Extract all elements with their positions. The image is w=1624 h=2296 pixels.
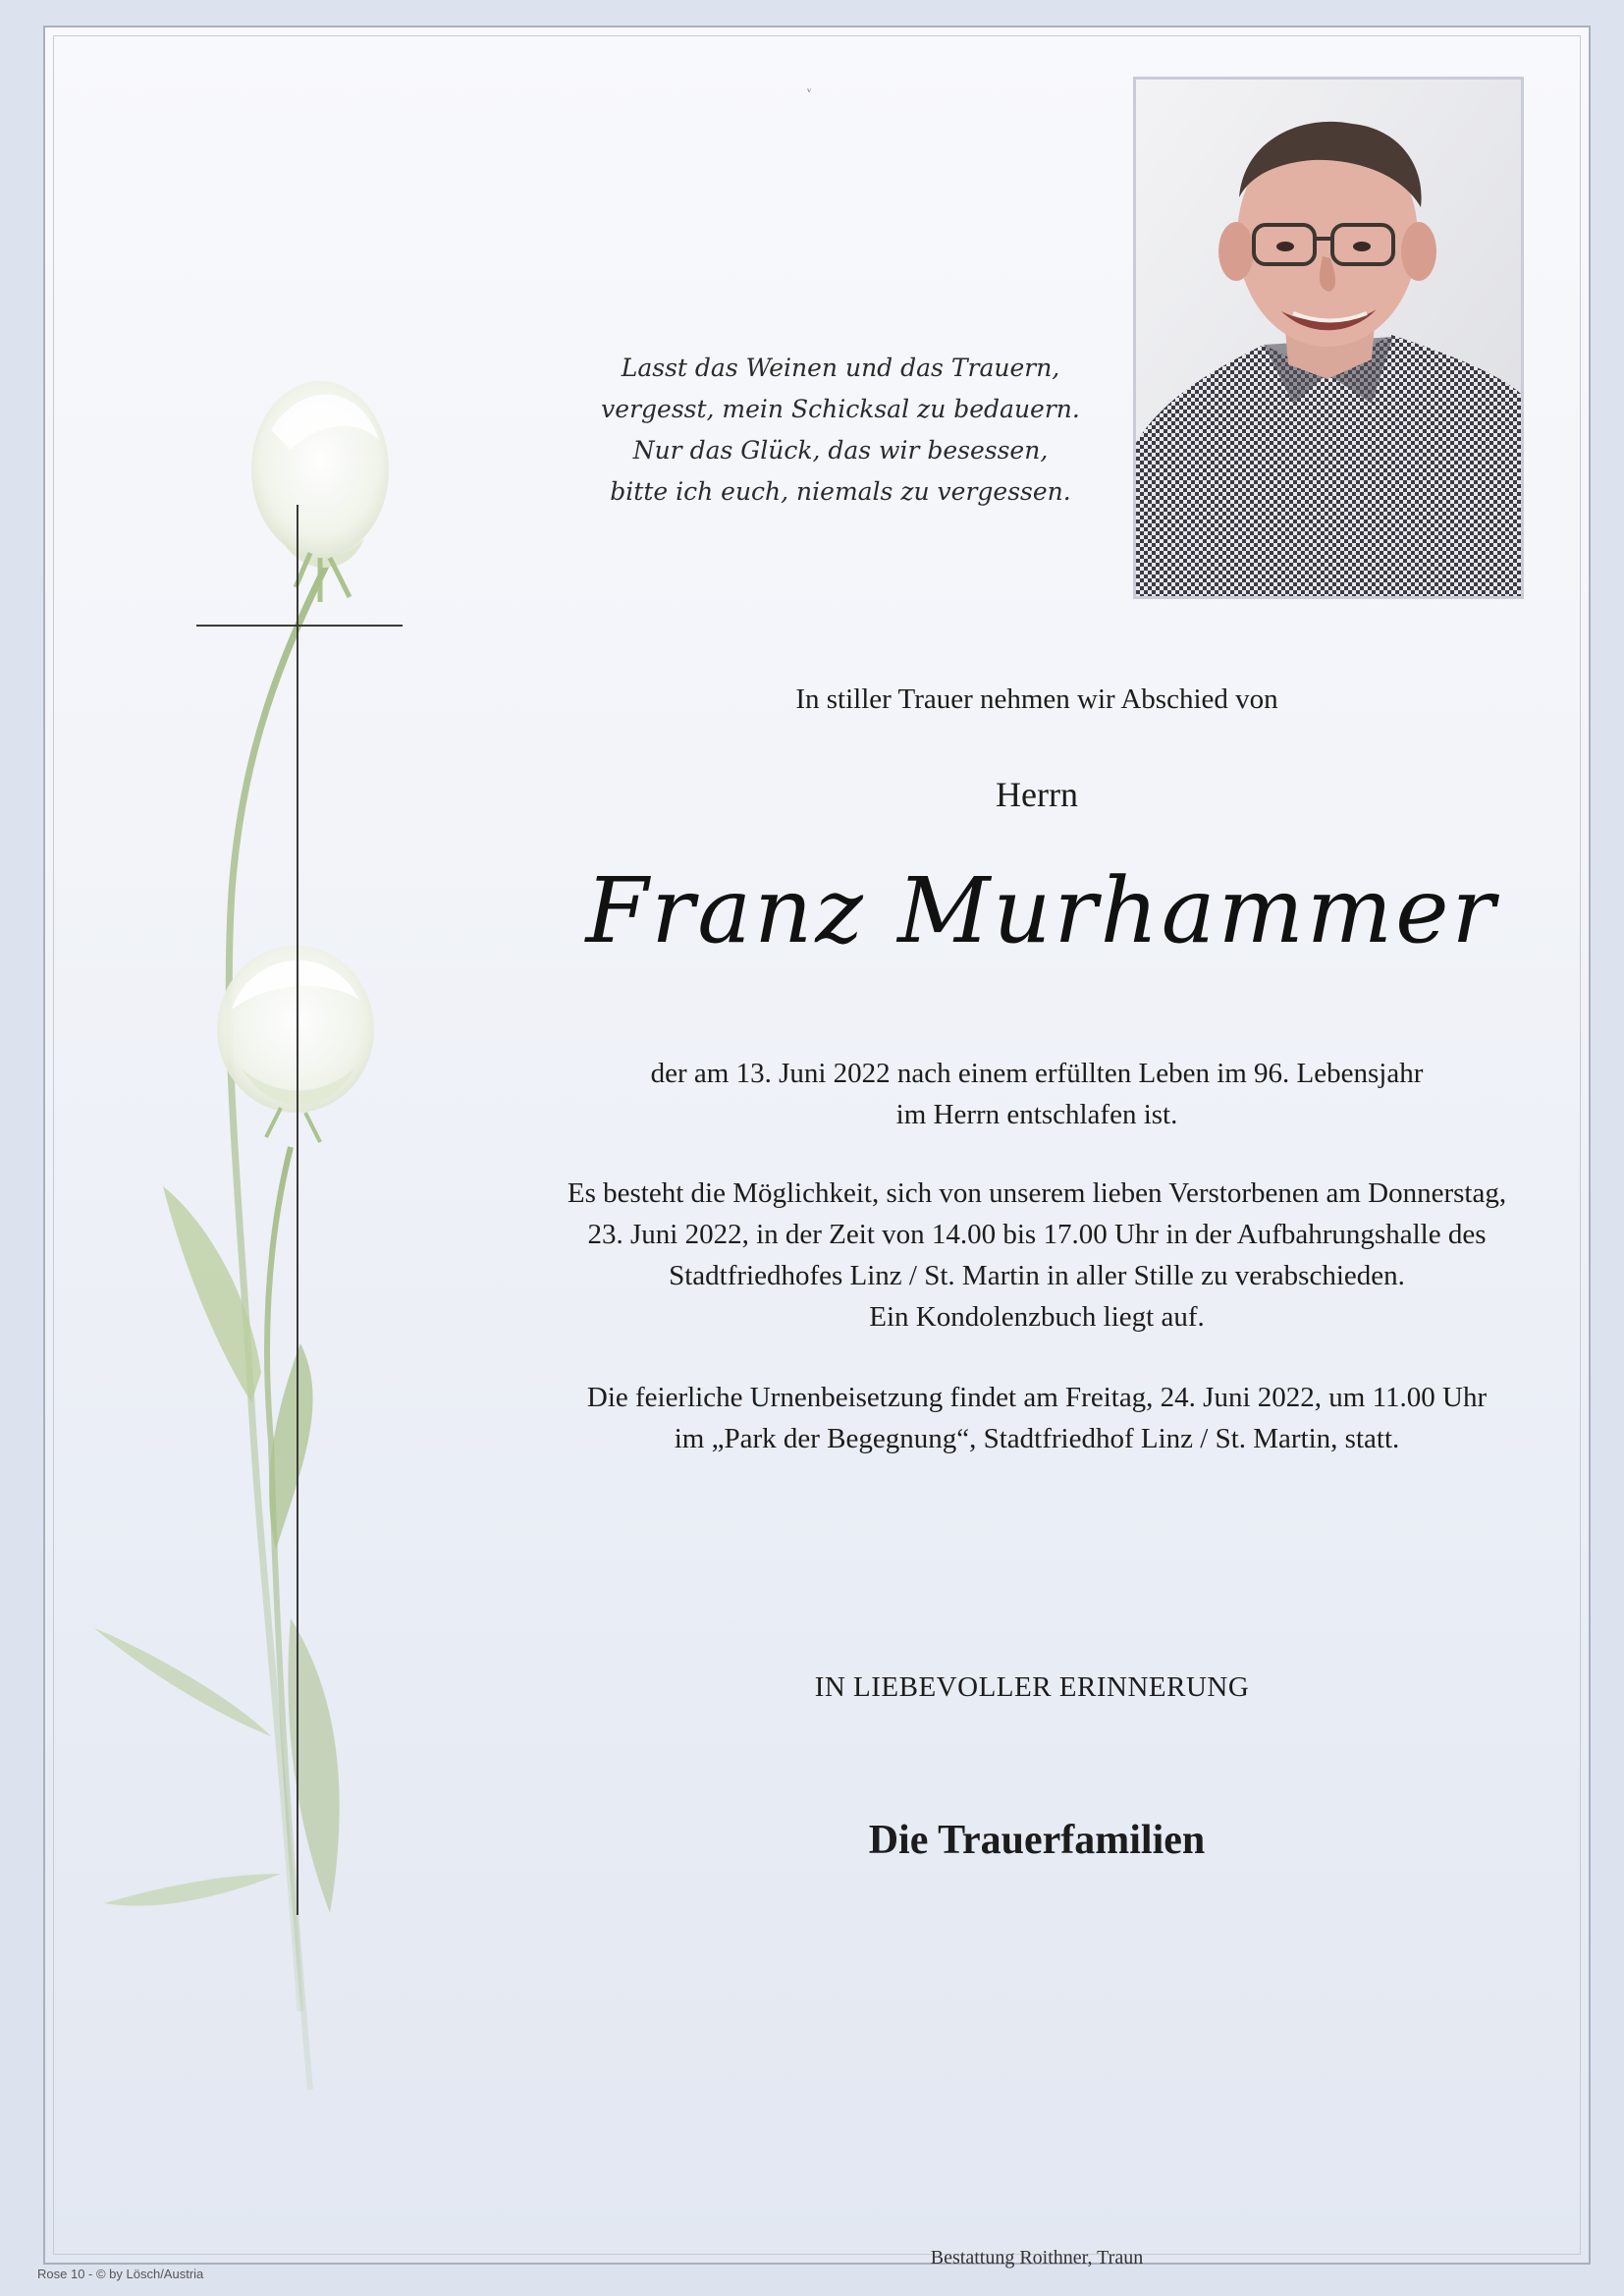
text-line: im „Park der Begegnung“, Stadtfriedhof Linz / St. Martin, statt.	[674, 1423, 1400, 1454]
text-line: Stadtfriedhofes Linz / St. Martin in aller Stille zu verabschieden.	[669, 1260, 1405, 1291]
text-line: Ein Kondolenzbuch liegt auf.	[869, 1301, 1205, 1333]
portrait-photo	[1133, 77, 1524, 599]
burial-info	[458, 1377, 1616, 1459]
text-line: 23. Juni 2022, in der Zeit von 14.00 bis 17.00 Uhr in der Aufbahrungshalle des	[587, 1219, 1487, 1250]
undertaker-credit: Bestattung Roithner, Traun	[930, 2247, 1144, 2269]
text-line: im Herrn entschlafen ist.	[895, 1099, 1178, 1130]
text-line: Es besteht die Möglichkeit, sich von unserem lieben Verstorbenen am Donnerstag,	[567, 1177, 1507, 1209]
print-mark: ᵥ	[807, 81, 812, 95]
family-signature: Die Trauerfamilien	[868, 1818, 1206, 1863]
poem	[536, 348, 1145, 513]
poem-line: vergesst, mein Schicksal zu bedauern.	[601, 395, 1080, 423]
poem-line: Nur das Glück, das wir besessen,	[632, 436, 1049, 465]
cross-icon	[297, 505, 298, 1915]
cross-icon-bar	[196, 625, 403, 627]
farewell-info	[458, 1173, 1616, 1338]
intro-text: In stiller Trauer nehmen wir Abschied von	[795, 683, 1278, 715]
text-line: der am 13. Juni 2022 nach einem erfüllten Leben im 96. Lebensjahr	[650, 1058, 1424, 1089]
salutation: Herrn	[996, 775, 1078, 814]
memory-line: IN LIEBEVOLLER ERINNERUNG	[814, 1671, 1250, 1703]
poem-line: Lasst das Weinen und das Trauern,	[621, 354, 1060, 382]
text-line: Die feierliche Urnenbeisetzung findet am Freitag, 24. Juni 2022, um 11.00 Uhr	[586, 1382, 1488, 1413]
portrait-photo-image	[1136, 80, 1521, 596]
death-notice	[458, 1053, 1616, 1135]
obituary-card	[43, 26, 1591, 2269]
poem-line: bitte ich euch, niemals zu vergessen.	[610, 477, 1071, 506]
design-credit: Rose 10 - © by Lösch/Austria	[37, 2267, 204, 2281]
deceased-name: Franz Murhammer	[585, 858, 1498, 963]
